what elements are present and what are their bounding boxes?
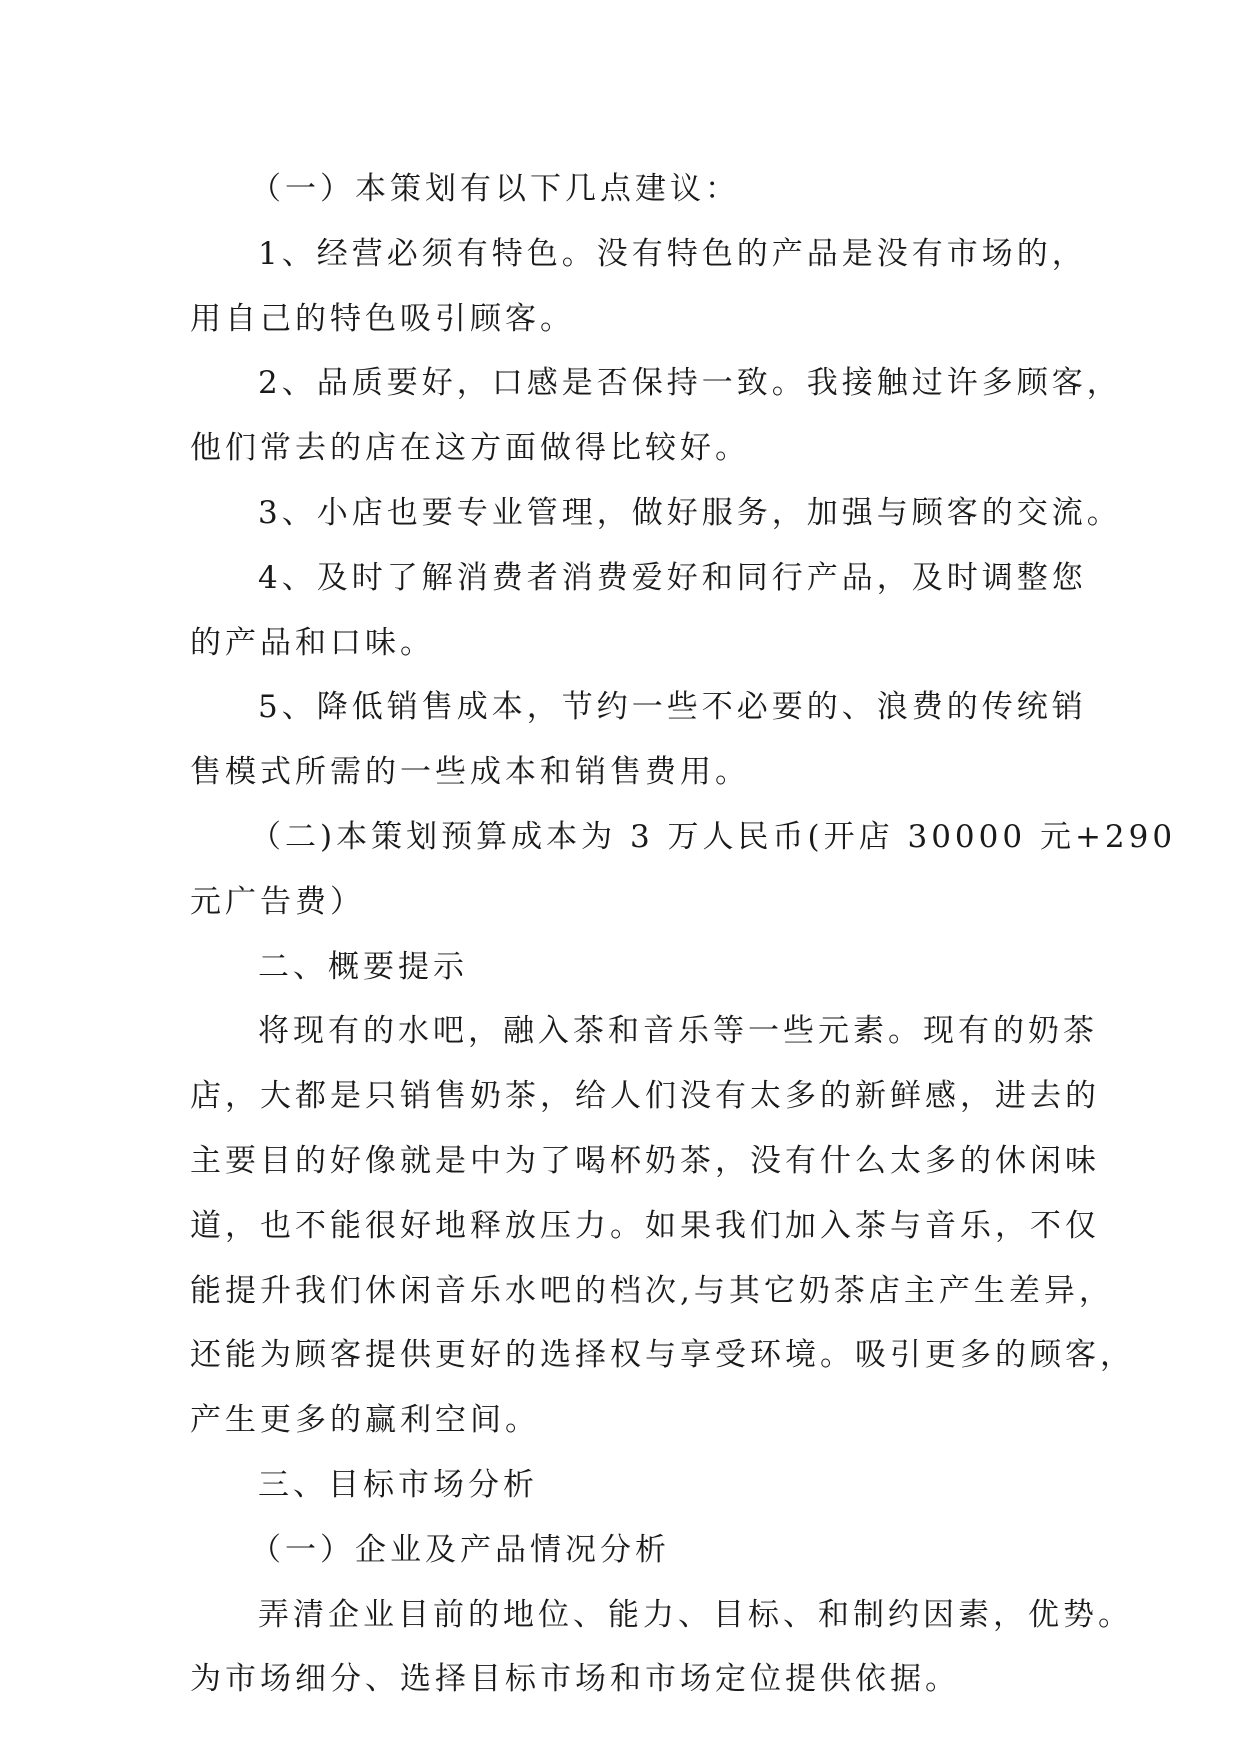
- subsection-heading-suggestions: （一）本策划有以下几点建议：: [250, 171, 740, 207]
- paragraph-line: 3、小店也要专业管理，做好服务，加强与顾客的交流。: [258, 494, 1122, 531]
- paragraph-line: 将现有的水吧，融入茶和音乐等一些元素。现有的奶茶: [258, 1013, 1098, 1050]
- paragraph-line: 的产品和口味。: [190, 624, 435, 661]
- paragraph-line: 元广告费）: [190, 883, 365, 920]
- paragraph-line: 产生更多的赢利空间。: [190, 1402, 540, 1439]
- paragraph-line: 4、及时了解消费者消费爱好和同行产品，及时调整您: [258, 559, 1087, 596]
- paragraph-line: 主要目的好像就是中为了喝杯奶茶，没有什么太多的休闲味: [190, 1142, 1100, 1179]
- paragraph-line: 道，也不能很好地释放压力。如果我们加入茶与音乐，不仅: [190, 1207, 1100, 1244]
- paragraph-line: 1、经营必须有特色。没有特色的产品是没有市场的，: [258, 235, 1087, 272]
- section-heading-market-analysis: 三、目标市场分析: [258, 1466, 538, 1503]
- document-body: [190, 157, 1177, 1712]
- paragraph-line: 售模式所需的一些成本和销售费用。: [190, 754, 750, 791]
- paragraph-line: 为市场细分、选择目标市场和市场定位提供依据。: [190, 1661, 960, 1698]
- paragraph-line: 2、品质要好，口感是否保持一致。我接触过许多顾客，: [258, 365, 1122, 402]
- subsection-heading-enterprise: （一）企业及产品情况分析: [250, 1531, 670, 1568]
- paragraph-line: 弄清企业目前的地位、能力、目标、和制约因素，优势。: [258, 1596, 1133, 1633]
- paragraph-line: 店，大都是只销售奶茶，给人们没有太多的新鲜感，进去的: [190, 1078, 1100, 1115]
- paragraph-line: 他们常去的店在这方面做得比较好。: [190, 430, 750, 467]
- paragraph-line: 5、降低销售成本，节约一些不必要的、浪费的传统销: [258, 689, 1087, 726]
- paragraph-line: 能提升我们休闲音乐水吧的档次,与其它奶茶店主产生差异，: [190, 1272, 1114, 1309]
- paragraph-line: 还能为顾客提供更好的选择权与享受环境。吸引更多的顾客，: [190, 1337, 1135, 1374]
- section-heading-summary: 二、概要提示: [258, 948, 468, 985]
- subsection-budget: （二)本策划预算成本为 3 万人民币(开店 30000 元+290: [250, 818, 1177, 855]
- paragraph-line: 用自己的特色吸引顾客。: [190, 300, 575, 337]
